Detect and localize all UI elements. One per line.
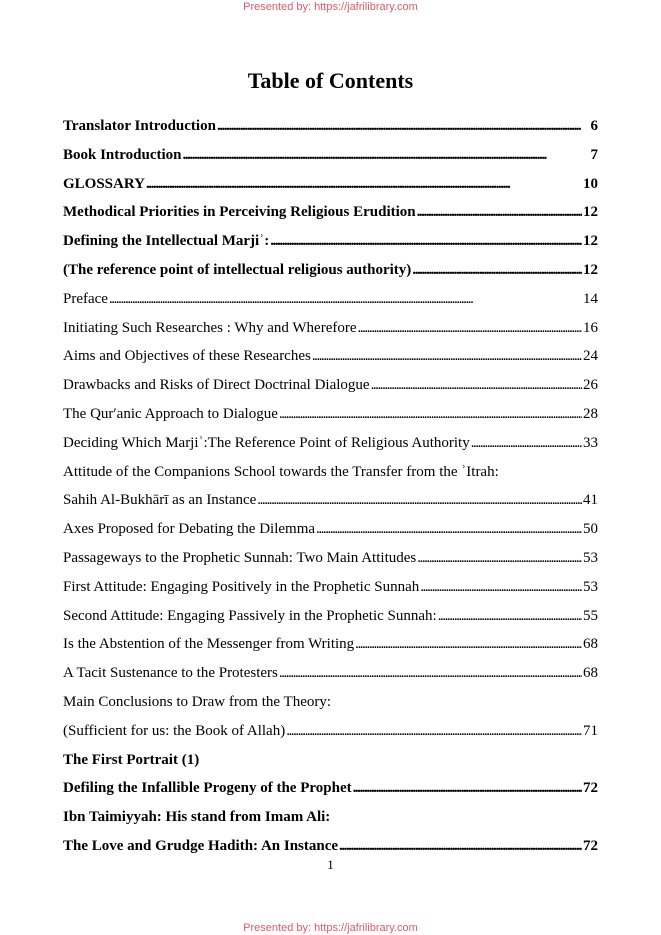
toc-entry-title: (The reference point of intellectual religious authority) <box>63 261 412 278</box>
toc-entry-page: 68 <box>583 636 598 653</box>
toc-entry-page: 53 <box>583 549 598 566</box>
dot-leader <box>279 406 582 423</box>
toc-entry-title: Is the Abstention of the Messenger from Writing <box>63 636 355 653</box>
toc-entry-title: The Qurʹanic Approach to Dialogue <box>63 405 278 422</box>
toc-entry-title: Ibn Taimiyyah: His stand from Imam Ali: <box>63 809 331 826</box>
toc-entry-title: Second Attitude: Engaging Passively in the Prophetic Sunnah: <box>63 607 437 624</box>
toc-entry-page: 68 <box>583 665 598 682</box>
dot-leader <box>146 176 582 193</box>
toc-entry[interactable] <box>63 377 598 406</box>
toc-entry-title: Translator Introduction <box>63 118 216 134</box>
toc-entry-page: 26 <box>583 377 598 394</box>
toc-entry[interactable] <box>63 636 598 665</box>
toc-entry-page: 33 <box>583 434 598 451</box>
toc-entry-title: Methodical Priorities in Perceiving Religious Erudition <box>63 204 416 221</box>
toc-entry[interactable] <box>63 492 598 521</box>
page-title: Table of Contents <box>247 68 414 93</box>
toc-entry-title: Axes Proposed for Debating the Dilemma <box>63 521 316 538</box>
dot-leader <box>257 492 582 509</box>
toc-entry-title: (Sufficient for us: the Book of Allah) <box>63 722 286 739</box>
dot-leader <box>412 262 582 279</box>
toc-entry-page: 50 <box>583 521 598 538</box>
toc-entry[interactable] <box>63 780 598 809</box>
dot-leader <box>279 665 582 682</box>
watermark-bottom[interactable]: Presented by: https://jafrilibrary.com <box>243 922 418 934</box>
toc-entry[interactable] <box>63 348 598 377</box>
toc-entry[interactable] <box>63 665 598 694</box>
toc-entry-title: Drawbacks and Risks of Direct Doctrinal Dialogue <box>63 377 370 394</box>
toc-entry[interactable] <box>63 176 598 205</box>
toc-entry-title: Main Conclusions to Draw from the Theory: <box>63 693 332 710</box>
toc-entry[interactable] <box>63 694 598 723</box>
dot-leader <box>339 838 582 855</box>
toc-entry[interactable] <box>63 608 598 637</box>
toc-entry[interactable] <box>63 579 598 608</box>
toc-entry[interactable] <box>63 233 598 262</box>
toc-entry[interactable] <box>63 291 598 320</box>
toc-entry-page: 16 <box>583 319 598 336</box>
watermark-top[interactable]: Presented by: https://jafrilibrary.com <box>243 1 418 13</box>
dot-leader <box>438 608 582 625</box>
toc-entry-page: 12 <box>583 261 598 278</box>
toc-entry-page: 7 <box>590 146 598 163</box>
toc-entry-page: 55 <box>583 607 598 624</box>
toc-entry-title: Defiling the Infallible Progeny of the Prophet <box>63 780 352 797</box>
toc-entry-title: First Attitude: Engaging Positively in the Prophetic Sunnah <box>63 578 420 595</box>
page-number: 1 <box>327 857 334 872</box>
toc-entry-page: 71 <box>583 722 598 739</box>
toc-entry-title: Attitude of the Companions School towards the Transfer from the ʾItrah: <box>63 463 499 480</box>
toc-entry-title: A Tacit Sustenance to the Protesters <box>63 665 278 682</box>
toc-entry[interactable] <box>63 320 598 349</box>
toc-entry-title: GLOSSARY <box>63 175 145 192</box>
toc-entry-title: Deciding Which Marjiʾ:The Reference Point of Religious Authority <box>63 434 470 451</box>
dot-leader <box>371 377 582 394</box>
toc-entry-page: 10 <box>583 175 598 192</box>
toc-entry[interactable] <box>63 752 598 781</box>
toc-entry[interactable] <box>63 262 598 291</box>
toc-entry[interactable] <box>63 723 598 752</box>
dot-leader <box>417 550 582 567</box>
dot-leader <box>270 233 582 250</box>
toc-entry-title: Aims and Objectives of these Researches <box>63 348 311 365</box>
dot-leader <box>183 147 590 164</box>
toc-entry[interactable] <box>63 809 598 838</box>
toc-entry-page: 41 <box>583 492 598 509</box>
toc-entry-page: 12 <box>583 204 598 221</box>
toc-entry-title: Passageways to the Prophetic Sunnah: Two Main Attitudes <box>63 549 417 566</box>
toc-entry-page: 24 <box>583 348 598 365</box>
toc-entry[interactable] <box>63 464 598 493</box>
dot-leader <box>358 320 582 337</box>
toc-entry[interactable] <box>63 550 598 579</box>
dot-leader <box>355 636 582 653</box>
toc-entry-page: 72 <box>583 780 598 797</box>
dot-leader <box>417 204 582 221</box>
toc-entry-title: Initiating Such Researches : Why and Wherefore <box>63 319 357 336</box>
toc-entry-title: Sahih Al-Bukhārī as an Instance <box>63 492 257 509</box>
toc-entry-title: Book Introduction <box>63 146 182 163</box>
toc-entry-page: 28 <box>583 405 598 422</box>
dot-leader <box>316 521 582 538</box>
toc-entry-title: The First Portrait (1) <box>63 751 200 768</box>
toc-entry[interactable] <box>63 521 598 550</box>
toc-entry-page: 12 <box>583 233 598 250</box>
dot-leader <box>286 723 582 740</box>
toc-entry[interactable] <box>63 147 598 176</box>
toc-entry[interactable] <box>63 406 598 435</box>
toc-entry[interactable] <box>63 435 598 464</box>
dot-leader <box>471 435 582 452</box>
dot-leader <box>353 780 582 797</box>
toc-entry-page: 72 <box>583 837 598 854</box>
toc-entry-title: Defining the Intellectual Marjiʾ: <box>63 233 270 250</box>
toc-entry[interactable] <box>63 204 598 233</box>
dot-leader <box>420 579 582 596</box>
toc-entry-page: 14 <box>583 290 598 307</box>
table-of-contents <box>63 118 598 867</box>
toc-entry-title: The Love and Grudge Hadith: An Instance <box>63 837 339 854</box>
dot-leader <box>109 291 582 308</box>
toc-entry-page: 6 <box>590 118 598 134</box>
dot-leader <box>217 118 590 135</box>
dot-leader <box>312 348 582 365</box>
toc-entry-title: Preface <box>63 290 108 307</box>
toc-entry[interactable] <box>63 118 598 147</box>
toc-entry-page: 53 <box>583 578 598 595</box>
